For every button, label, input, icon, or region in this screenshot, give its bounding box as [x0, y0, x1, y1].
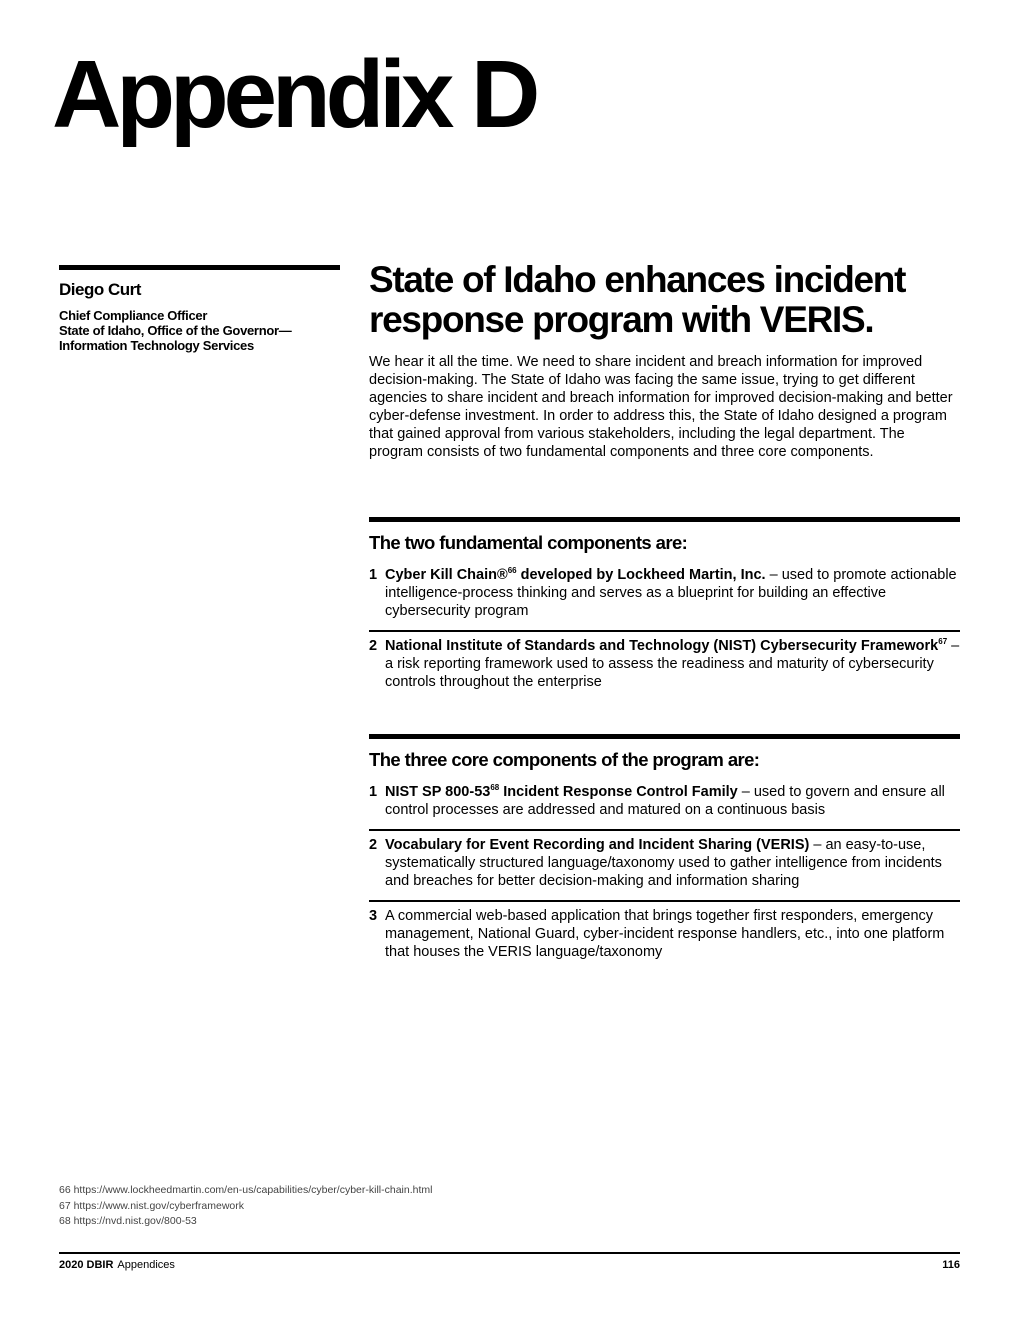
- item-term: NIST SP 800-53: [385, 784, 491, 800]
- item-term: National Institute of Standards and Technology (NIST) Cybersecurity Framework: [385, 638, 939, 654]
- section-rule: [369, 517, 960, 522]
- item-description: – used to govern and ensure all control processes are addressed and matured on a continuous basis: [385, 784, 945, 818]
- core-components-section: [369, 734, 960, 961]
- item-term: Vocabulary for Event Recording and Incident Sharing (VERIS): [385, 837, 810, 853]
- author-org-line1: State of Idaho, Office of the Governor—: [59, 323, 292, 338]
- list-item: [369, 566, 960, 620]
- headline-line1: State of Idaho enhances incident: [369, 259, 906, 300]
- item-term-continued: developed by Lockheed Martin, Inc.: [516, 567, 766, 583]
- footnotes: [59, 1183, 432, 1230]
- item-number: 1: [369, 784, 378, 800]
- list-item: [369, 836, 960, 890]
- item-number: 2: [369, 638, 378, 654]
- author-name: Diego Curt: [59, 280, 141, 299]
- author-title: Chief Compliance Officer: [59, 308, 208, 323]
- item-number: 2: [369, 837, 378, 853]
- footnote-68[interactable]: 68 https://nvd.nist.gov/800-53: [59, 1215, 197, 1227]
- item-description: A commercial web-based application that brings together first responders, emergency management, National Guard, cyber-incident response handlers, etc., into one platform that houses the VERIS language/taxonomy: [385, 908, 945, 960]
- page-footer: [59, 1259, 960, 1271]
- list-item: [369, 907, 960, 961]
- section-title: The two fundamental components are:: [369, 532, 688, 553]
- item-divider: [369, 630, 960, 632]
- footer-rule: [59, 1252, 960, 1254]
- footnote-ref: 67: [938, 637, 948, 646]
- list-item: [369, 637, 960, 691]
- footnote-ref: 66: [507, 566, 517, 575]
- item-term: Cyber Kill Chain®: [385, 567, 508, 583]
- page-title: Appendix D: [52, 41, 536, 148]
- section-rule: [369, 734, 960, 739]
- footer-section: Appendices: [117, 1259, 175, 1271]
- fundamental-components-section: [369, 517, 960, 691]
- item-term-continued: Incident Response Control Family: [499, 784, 738, 800]
- footnote-66[interactable]: 66 https://www.lockheedmartin.com/en-us/capabilities/cyber/cyber-kill-chain.html: [59, 1184, 433, 1196]
- item-description: – a risk reporting framework used to assess the readiness and maturity of cybersecurity controls throughout the enterprise: [385, 638, 960, 690]
- item-number: 1: [369, 567, 378, 583]
- page-number: 116: [942, 1259, 960, 1271]
- author-org-line2: Information Technology Services: [59, 338, 254, 353]
- section-title: The three core components of the program are:: [369, 749, 760, 770]
- article-headline: [369, 260, 960, 340]
- footnote-ref: 68: [490, 783, 500, 792]
- item-description: – used to promote actionable intelligence-process thinking and serves as a blueprint for building an effective cybersecurity program: [385, 567, 957, 619]
- item-divider: [369, 900, 960, 902]
- footnote-67[interactable]: 67 https://www.nist.gov/cyberframework: [59, 1199, 244, 1212]
- item-number: 3: [369, 908, 378, 924]
- article-intro: We hear it all the time. We need to share incident and breach information for improved decision-making. The State of Idaho was facing the same issue, trying to get different agencies to share incident and breach information for improved decision-making and better cyber-defense investment. In order to address this, the State of Idaho designed a program that gained approval from various stakeholders, including the legal department. The program consists of two fundamental components and three core components.: [369, 354, 953, 460]
- list-item: [369, 783, 960, 819]
- headline-line2: response program with VERIS.: [369, 299, 874, 340]
- sidebar-rule: [59, 265, 340, 270]
- item-divider: [369, 829, 960, 831]
- article: [369, 260, 960, 461]
- author-sidebar: [59, 265, 340, 353]
- footer-report-name: 2020 DBIR: [59, 1259, 114, 1271]
- item-description: – an easy-to-use, systematically structured language/taxonomy used to gather intelligence from incidents and breaches for better decision-making and information sharing: [385, 837, 942, 889]
